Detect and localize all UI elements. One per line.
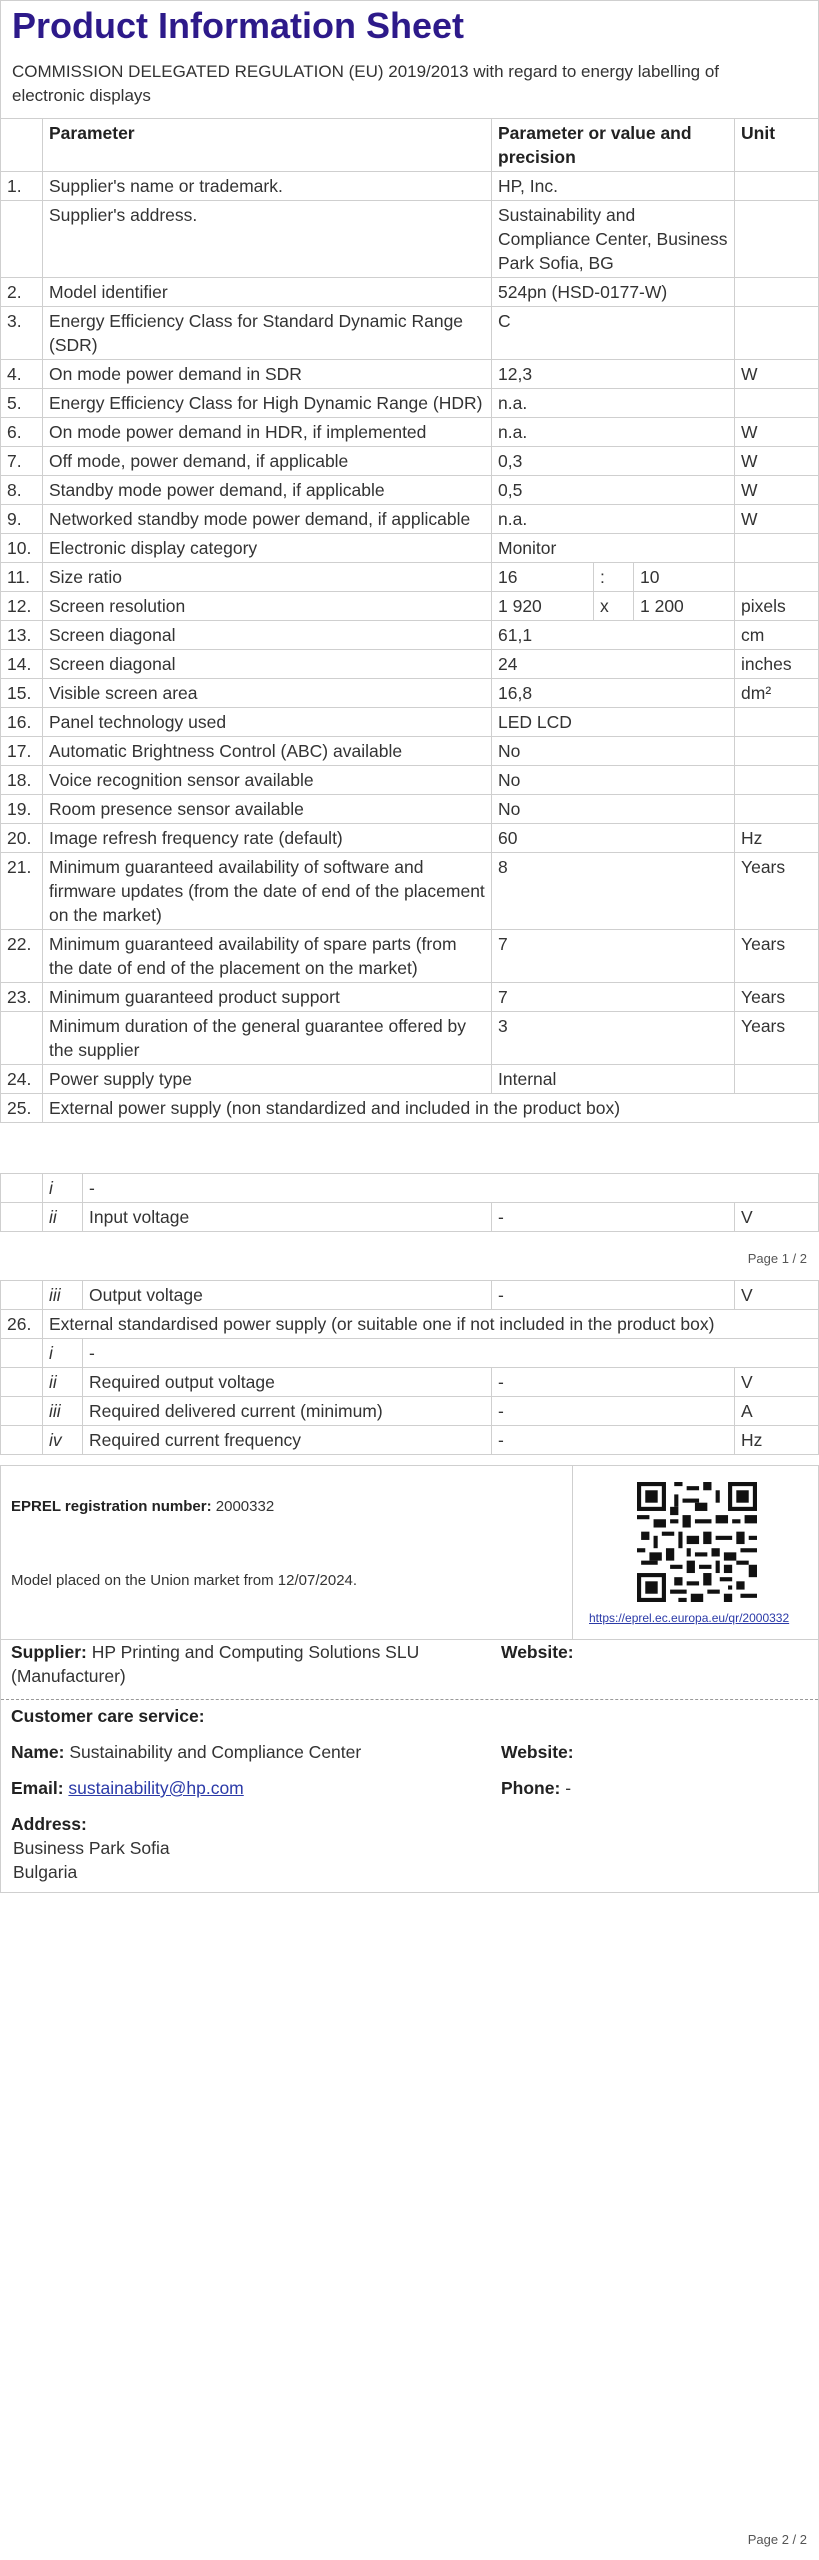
regulation-subtitle: COMMISSION DELEGATED REGULATION (EU) 2019/2013 with regard to energy labelling of electronic displays — [12, 62, 720, 105]
table-row: 16. Panel technology used LED LCD — [1, 708, 819, 737]
page-title: Product Information Sheet — [12, 5, 465, 46]
eprel-box — [0, 1465, 819, 1640]
address-line-1: Business Park Sofia — [13, 1838, 170, 1858]
table-row: iii Required delivered current (minimum) - A — [1, 1397, 819, 1426]
table-row: Minimum duration of the general guarantee offered by the supplier 3 Years — [1, 1012, 819, 1065]
care-phone-label: Phone: — [501, 1778, 561, 1798]
page-number-2: Page 2 / 2 — [747, 2532, 807, 2547]
table-row: ii Input voltage - V — [1, 1203, 819, 1232]
table-row: ii Required output voltage - V — [1, 1368, 819, 1397]
table-row: iv Required current frequency - Hz — [1, 1426, 819, 1455]
table-row: 14. Screen diagonal 24 inches — [1, 650, 819, 679]
table-row: 10. Electronic display category Monitor — [1, 534, 819, 563]
table-row: 20. Image refresh frequency rate (default) 60 Hz — [1, 824, 819, 853]
table-row: 18. Voice recognition sensor available No — [1, 766, 819, 795]
table-row: 13. Screen diagonal 61,1 cm — [1, 621, 819, 650]
eprel-label: EPREL registration number: — [11, 1498, 212, 1515]
table-row: 21. Minimum guaranteed availability of software and firmware updates (from the date of end of the placement on the market) 8 Years — [1, 853, 819, 930]
table-row: i - — [1, 1174, 819, 1203]
table-row: 22. Minimum guaranteed availability of spare parts (from the date of end of the placement on the market) 7 Years — [1, 930, 819, 983]
eprel-link[interactable]: https://eprel.ec.europa.eu/qr/2000332 — [589, 1611, 790, 1625]
dashed-divider — [1, 1699, 818, 1700]
table-row: 25. External power supply (non standardized and included in the product box) — [1, 1094, 819, 1123]
table-row: iii Output voltage - V — [1, 1281, 819, 1310]
website-label: Website: — [501, 1642, 574, 1662]
care-name-value: Sustainability and Compliance Center — [69, 1742, 362, 1762]
table-row: 19. Room presence sensor available No — [1, 795, 819, 824]
supplier-label: Supplier: — [11, 1642, 87, 1662]
table-row: 24. Power supply type Internal — [1, 1065, 819, 1094]
qr-code-icon[interactable] — [637, 1482, 757, 1602]
spec-table-page2 — [0, 1280, 819, 1455]
eprel-model-placed: Model placed on the Union market from 12/07/2024. — [11, 1572, 358, 1589]
table-row: 12. Screen resolution 1 920 x 1 200 pixels — [1, 592, 819, 621]
table-header-row — [1, 119, 819, 172]
table-row: 3. Energy Efficiency Class for Standard Dynamic Range (SDR) C — [1, 307, 819, 360]
address-line-2: Bulgaria — [13, 1862, 78, 1882]
eprel-registration — [11, 1498, 274, 1515]
table-row: 9. Networked standby mode power demand, if applicable n.a. W — [1, 505, 819, 534]
address-label: Address: — [11, 1814, 87, 1834]
header-value: Parameter or value and precision — [492, 119, 735, 172]
table-row: i - — [1, 1339, 819, 1368]
care-phone-line — [501, 1776, 571, 1800]
table-row: 7. Off mode, power demand, if applicable 0,3 W — [1, 447, 819, 476]
spec-table-page1 — [0, 118, 819, 1123]
table-row: 1. Supplier's name or trademark. HP, Inc. — [1, 172, 819, 201]
table-row: 15. Visible screen area 16,8 dm² — [1, 679, 819, 708]
page-number-1: Page 1 / 2 — [747, 1251, 807, 1266]
table-row: 8. Standby mode power demand, if applicable 0,5 W — [1, 476, 819, 505]
customer-care-label: Customer care service: — [11, 1706, 205, 1726]
table-row: 26. External standardised power supply (or suitable one if not included in the product box) — [1, 1310, 819, 1339]
care-website-label: Website: — [501, 1742, 574, 1762]
eprel-number: 2000332 — [215, 1498, 275, 1515]
supplier-box — [0, 1638, 819, 1893]
spec-subtable-25 — [0, 1173, 819, 1232]
care-phone-value: - — [565, 1778, 572, 1798]
table-row: 6. On mode power demand in HDR, if implemented n.a. W — [1, 418, 819, 447]
header-parameter: Parameter — [43, 119, 492, 172]
table-row: 2. Model identifier 524pn (HSD-0177-W) — [1, 278, 819, 307]
care-name-label: Name: — [11, 1742, 65, 1762]
care-email-link[interactable]: sustainability@hp.com — [68, 1778, 244, 1798]
eprel-divider — [572, 1466, 573, 1639]
supplier-value: HP Printing and Computing Solutions SLU (Manufacturer) — [11, 1642, 420, 1686]
care-email-label: Email: — [11, 1778, 64, 1798]
table-row: 4. On mode power demand in SDR 12,3 W — [1, 360, 819, 389]
table-row: 11. Size ratio 16 : 10 — [1, 563, 819, 592]
table-row: 5. Energy Efficiency Class for High Dynamic Range (HDR) n.a. — [1, 389, 819, 418]
table-row: Supplier's address. Sustainability and Compliance Center, Business Park Sofia, BG — [1, 201, 819, 278]
care-email-line — [11, 1776, 244, 1800]
header-unit: Unit — [735, 119, 819, 172]
table-row: 23. Minimum guaranteed product support 7 Years — [1, 983, 819, 1012]
table-row: 17. Automatic Brightness Control (ABC) available No — [1, 737, 819, 766]
care-name-line — [11, 1740, 361, 1764]
supplier-line — [11, 1640, 491, 1688]
